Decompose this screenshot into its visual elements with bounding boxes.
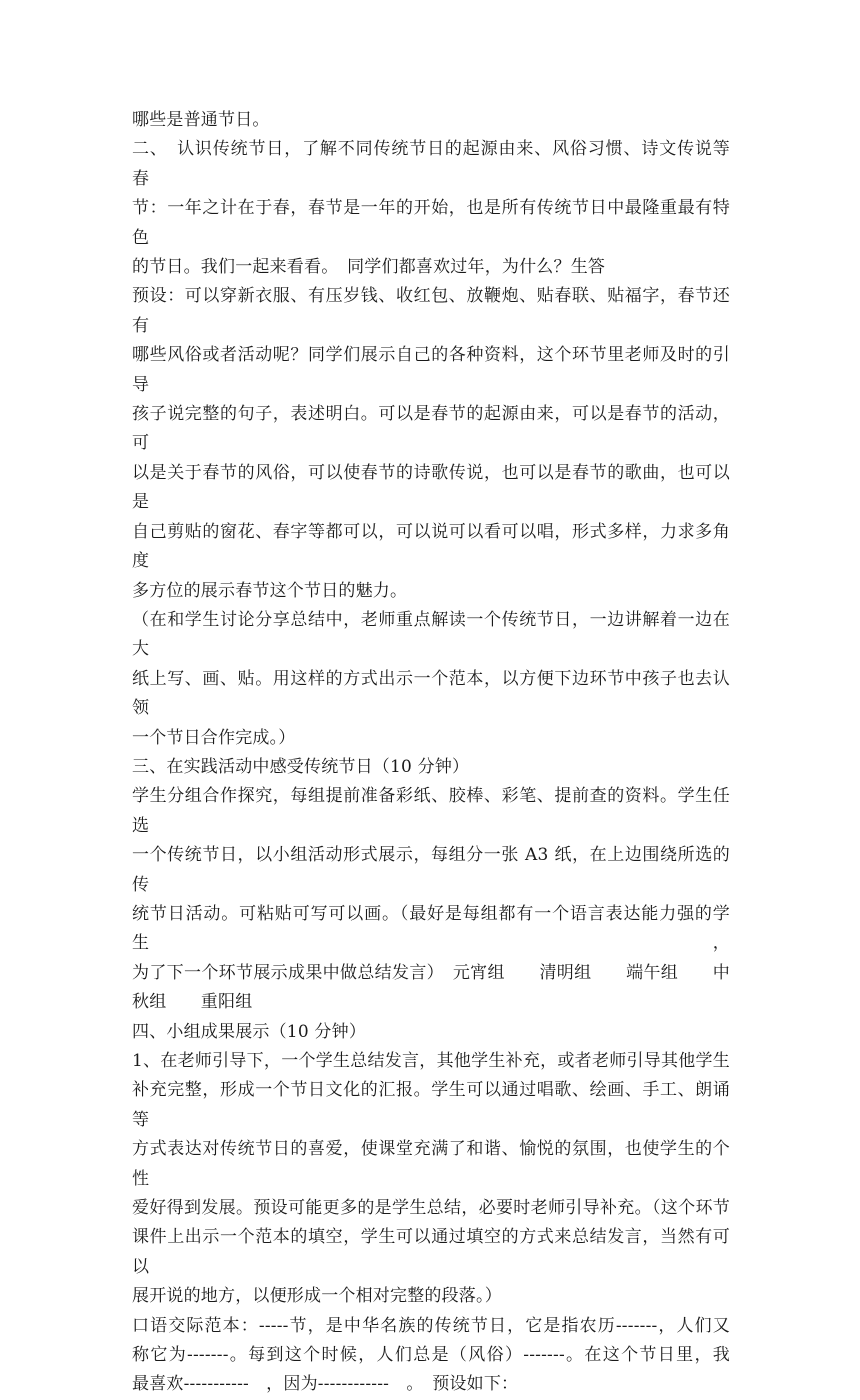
text-line: 预设：可以穿新衣服、有压岁钱、收红包、放鞭炮、贴春联、贴福字，春节还有	[132, 286, 730, 336]
paragraph-group-activity	[132, 782, 730, 1017]
text-line: 补充完整，形成一个节日文化的汇报。学生可以通过唱歌、绘画、手工、朗诵等	[132, 1080, 730, 1130]
paragraph-intro-tail	[132, 106, 730, 135]
text-line: 节：一年之计在于春，春节是一年的开始，也是所有传统节日中最隆重最有特色	[132, 198, 730, 248]
paragraph-teacher-note	[132, 606, 730, 753]
text-line: 称它为-------。每到这个时候，人们总是（风俗）-------。在这个节日里，我	[132, 1345, 730, 1366]
text-line: 为了下一个环节展示成果中做总结发言） 元宵组 清明组 端午组 中	[132, 962, 730, 983]
paragraph-preset-answers	[132, 282, 730, 605]
text-line: 纸上写、画、贴。用这样的方式出示一个范本，以方便下边环节中孩子也去认领	[132, 668, 730, 719]
text-line: 孩子说完整的句子，表述明白。可以是春节的起源由来，可以是春节的活动，可	[132, 404, 730, 454]
text-line: 学生分组合作探究，每组提前准备彩纸、胶棒、彩笔、提前查的资料。学生任选	[132, 786, 730, 836]
text-line: （在和学生讨论分享总结中，老师重点解读一个传统节日，一边讲解着一边在大	[132, 609, 730, 660]
text-line: 自己剪贴的窗花、春字等都可以，可以说可以看可以唱，形式多样，力求多角度	[132, 521, 730, 572]
text-line: 哪些是普通节日。	[132, 110, 270, 130]
section-heading-three	[132, 753, 730, 782]
text-line: 四、小组成果展示（10 分钟）	[132, 1021, 367, 1042]
text-line: 一个节日合作完成。）	[132, 727, 296, 748]
paragraph-oral-template	[132, 1312, 730, 1400]
text-line: 方式表达对传统节日的喜爱，使课堂充满了和谐、愉悦的氛围，也使学生的个性	[132, 1139, 730, 1189]
text-line: 三、在实践活动中感受传统节日（10 分钟）	[132, 756, 470, 777]
text-line: 以是关于春节的风俗，可以使春节的诗歌传说，也可以是春节的歌曲，也可以是	[132, 462, 730, 513]
text-line: 二、 认识传统节日，了解不同传统节日的起源由来、风俗习惯、诗文传说等 春	[132, 139, 748, 189]
text-line: 展开说的地方，以便形成一个相对完整的段落。）	[132, 1286, 502, 1307]
text-line: 统节日活动。可粘贴可写可以画。（最好是每组都有一个语言表达能力强的学生，	[132, 903, 730, 954]
text-line: 最喜欢----------- ，因为------------ 。 预设如下：	[132, 1374, 519, 1395]
text-line: 秋组 重阳组	[132, 992, 253, 1013]
paragraph-group-presentation	[132, 1047, 730, 1312]
text-line: 课件上出示一个范本的填空，学生可以通过填空的方式来总结发言，当然有可以	[132, 1227, 730, 1277]
text-line: 多方位的展示春节这个节日的魅力。	[132, 580, 408, 601]
text-line: 爱好得到发展。预设可能更多的是学生总结，必要时老师引导补充。（这个环节	[132, 1198, 730, 1219]
text-line: 的节日。我们一起来看看。 同学们都喜欢过年，为什么？生答	[132, 257, 606, 278]
paragraph-section-two	[132, 135, 748, 282]
text-line: 一个传统节日，以小组活动形式展示，每组分一张 A3 纸，在上边围绕所选的传	[132, 845, 730, 895]
text-line: 1、在老师引导下，一个学生总结发言，其他学生补充，或者老师引导其他学生	[132, 1051, 730, 1071]
text-line: 口语交际范本：-----节，是中华名族的传统节日，它是指农历-------，人们又	[132, 1315, 730, 1336]
text-line: 哪些风俗或者活动呢？同学们展示自己的各种资料，这个环节里老师及时的引导	[132, 345, 730, 395]
section-heading-four	[132, 1018, 730, 1047]
document-body	[132, 106, 748, 1400]
